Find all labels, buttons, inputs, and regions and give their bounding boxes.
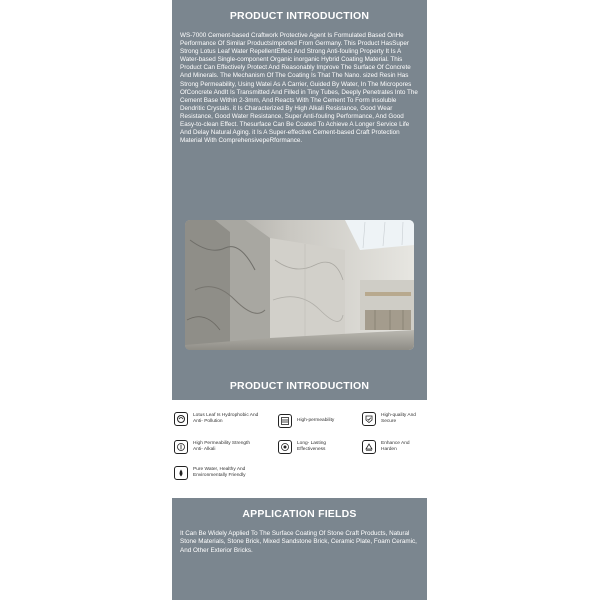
feature-quality — [362, 412, 424, 426]
feature-label: High Permeability Strength Anti- Alkali — [193, 441, 251, 452]
feature-label: Enhance And Harden — [381, 441, 410, 452]
feature-label: Pure Water, Healthy And Environmentally Friendly — [193, 467, 246, 478]
marble-interior-photo — [185, 220, 414, 350]
features-title: PRODUCT INTRODUCTION — [229, 380, 370, 392]
feature-label: High-permeability — [297, 418, 335, 423]
features-grid — [172, 400, 427, 496]
feature-permeability — [278, 414, 348, 428]
harden-icon — [362, 440, 376, 454]
product-page — [172, 0, 427, 600]
feature-label: Lotus Leaf Is Hydrophobic And Anti- Pollution — [193, 413, 259, 424]
lasting-icon — [278, 440, 292, 454]
intro-text: WS-7000 Cement-based Craftwork Protective Agent Is Formulated Based OnHe Performance Of Similar ProductsImported From Germany. This Product HasSuper Strong Lotus Leaf Water RepellentEffect And Strong Anti-fouling Property It Is A Water-based Single-component Organic inorganic Hybrid Coating Material. This Product Can Effectively Protect And Reasonably Improve The Surface Of Concrete And Minerals. The Mechanism Of The Coating Is That The Nano. sized Resin Has Strong Permeability, Using Watei As A Carrier, Guided By Water, In The Micropores OfConcrete AndIt Is Transmitted And Filled in Tiny Tubes, Deeply Penetrates Into The Cement Base Within 2-3mm, And Reacts With The Cement To Form insoluble Dendritic Crystals. it Is Characterized By High Alkali Resistance, Good Wear Resistance, Good Water Resistance, Super Anti-fouling Performance, And Good Easy-to-clean Effect. Thesurface Can Be Coated To Achieve A Longer Service Life And Delay Natural Aging. it Is A Super-effective Cement-based Craft Protection Material With ComprehensivepeRformance. — [180, 32, 418, 145]
feature-harden — [362, 440, 424, 454]
application-title: APPLICATION FIELDS — [242, 508, 357, 520]
feature-anti-alkali — [174, 440, 260, 454]
intro-panel — [172, 0, 427, 368]
feature-long-lasting — [278, 440, 348, 454]
intro-title: PRODUCT INTRODUCTION — [229, 10, 370, 22]
feature-label: High-quality And Secure — [381, 413, 416, 424]
permeability-icon — [278, 414, 292, 428]
quality-icon — [362, 412, 376, 426]
feature-lotus-leaf — [174, 412, 260, 426]
marble-interior-illustration — [185, 220, 414, 350]
feature-pure-water — [174, 466, 264, 480]
lotus-leaf-icon — [174, 412, 188, 426]
alkali-icon — [174, 440, 188, 454]
application-text: It Can Be Widely Applied To The Surface Coating Of Stone Craft Products, Natural Stone Materials, Stone Brick, Mixed Sandstone Brick, Ceramic Plate, Foam Ceramic, And Other Exterior Bricks. — [180, 530, 417, 554]
feature-label: Long- Lasting Effectiveness — [297, 441, 327, 452]
water-drop-icon — [174, 466, 188, 480]
